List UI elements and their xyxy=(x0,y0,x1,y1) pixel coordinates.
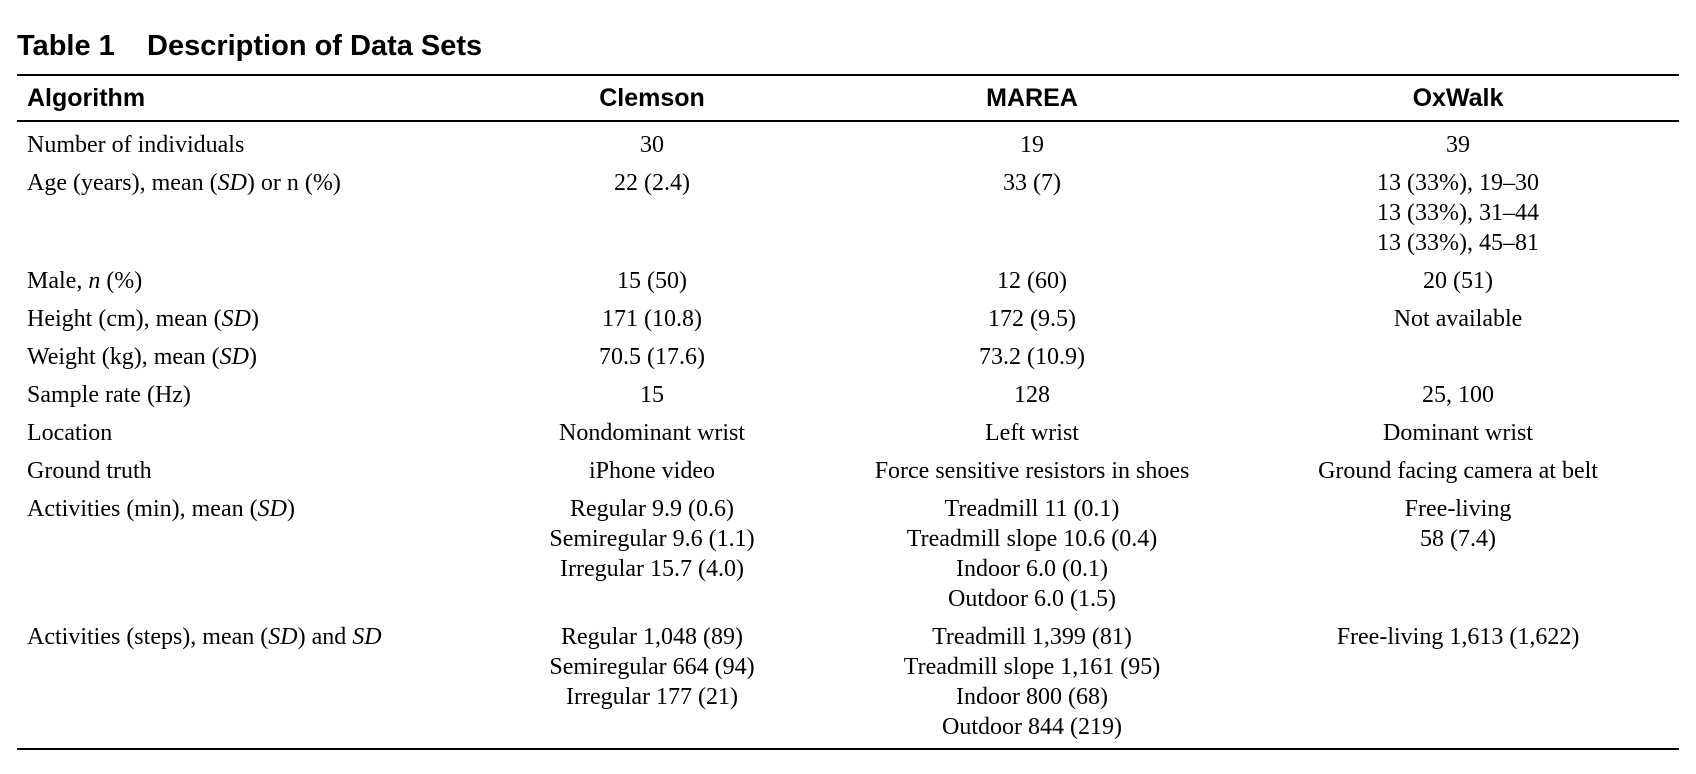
cell-line: 39 xyxy=(1446,132,1470,158)
cell-line: 13 (33%), 45–81 xyxy=(1377,230,1539,256)
table-row xyxy=(17,452,1679,490)
column-header-oxwalk: OxWalk xyxy=(1412,83,1504,112)
cell-line: 22 (2.4) xyxy=(614,170,690,196)
cell-clemson xyxy=(467,300,827,338)
cell-line: Semiregular 9.6 (1.1) xyxy=(549,526,755,552)
cell-line: 73.2 (10.9) xyxy=(979,344,1085,370)
cell-marea xyxy=(827,300,1227,338)
cell-line: Outdoor 6.0 (1.5) xyxy=(948,586,1116,612)
cell-marea xyxy=(827,414,1227,452)
cell-clemson xyxy=(467,121,827,164)
row-label: Height (cm), mean (SD) xyxy=(27,306,259,332)
cell-line: iPhone video xyxy=(589,458,715,484)
cell-line: Outdoor 844 (219) xyxy=(942,714,1122,740)
table-figure xyxy=(17,26,1679,750)
cell-oxwalk xyxy=(1227,452,1679,490)
row-label: Number of individuals xyxy=(27,132,245,158)
cell-line: 13 (33%), 19–30 xyxy=(1377,170,1539,196)
cell-marea xyxy=(827,490,1227,618)
cell-marea xyxy=(827,164,1227,262)
table-row xyxy=(17,121,1679,164)
cell-line: Treadmill slope 10.6 (0.4) xyxy=(906,526,1158,552)
row-label: Ground truth xyxy=(27,458,152,484)
cell-marea xyxy=(827,618,1227,749)
cell-line: Nondominant wrist xyxy=(559,420,745,446)
cell-line: 30 xyxy=(640,132,664,158)
row-label: Age (years), mean (SD) or n (%) xyxy=(27,170,341,196)
cell-clemson xyxy=(467,376,827,414)
cell-line: Dominant wrist xyxy=(1383,420,1533,446)
cell-oxwalk xyxy=(1227,300,1679,338)
cell-clemson xyxy=(467,164,827,262)
cell-line: 58 (7.4) xyxy=(1420,526,1496,552)
table-row xyxy=(17,164,1679,262)
cell-line: Indoor 800 (68) xyxy=(956,684,1108,710)
table-body xyxy=(17,121,1679,749)
cell-clemson xyxy=(467,262,827,300)
cell-line: 19 xyxy=(1020,132,1044,158)
table-row xyxy=(17,376,1679,414)
row-label: Sample rate (Hz) xyxy=(27,382,191,408)
row-label: Weight (kg), mean (SD) xyxy=(27,344,258,370)
cell-oxwalk xyxy=(1227,376,1679,414)
table-row xyxy=(17,414,1679,452)
cell-line: Semiregular 664 (94) xyxy=(549,654,755,680)
cell-line: Treadmill slope 1,161 (95) xyxy=(903,654,1161,680)
table-row xyxy=(17,618,1679,749)
table-row xyxy=(17,490,1679,618)
row-label: Location xyxy=(27,420,113,446)
cell-marea xyxy=(827,376,1227,414)
cell-oxwalk xyxy=(1227,618,1679,749)
cell-line: Free-living 1,613 (1,622) xyxy=(1336,624,1580,650)
cell-line: 172 (9.5) xyxy=(988,306,1076,332)
cell-line: 25, 100 xyxy=(1422,382,1494,408)
cell-oxwalk xyxy=(1227,338,1679,376)
cell-oxwalk xyxy=(1227,490,1679,618)
cell-line: Treadmill 11 (0.1) xyxy=(944,496,1120,522)
cell-oxwalk xyxy=(1227,164,1679,262)
cell-oxwalk xyxy=(1227,414,1679,452)
row-label: Male, n (%) xyxy=(27,268,143,294)
table-row xyxy=(17,300,1679,338)
table-caption: Table 1 Description of Data Sets xyxy=(17,30,483,62)
column-header-clemson: Clemson xyxy=(599,83,705,112)
cell-oxwalk xyxy=(1227,121,1679,164)
column-header-algorithm: Algorithm xyxy=(27,83,146,112)
cell-line: Regular 1,048 (89) xyxy=(561,624,743,650)
data-sets-table xyxy=(17,74,1679,750)
table-header-row xyxy=(17,75,1679,121)
table-row xyxy=(17,338,1679,376)
cell-line: 12 (60) xyxy=(997,268,1067,294)
cell-line: 20 (51) xyxy=(1423,268,1493,294)
cell-line: 171 (10.8) xyxy=(602,306,702,332)
cell-line: Irregular 15.7 (4.0) xyxy=(560,556,744,582)
table-row xyxy=(17,262,1679,300)
cell-line: 70.5 (17.6) xyxy=(599,344,705,370)
cell-marea xyxy=(827,121,1227,164)
cell-clemson xyxy=(467,618,827,749)
cell-oxwalk xyxy=(1227,262,1679,300)
cell-line: Free-living xyxy=(1404,496,1512,522)
row-label: Activities (min), mean (SD) xyxy=(27,496,295,522)
cell-line: 15 xyxy=(640,382,664,408)
cell-clemson xyxy=(467,452,827,490)
cell-clemson xyxy=(467,490,827,618)
cell-marea xyxy=(827,452,1227,490)
cell-clemson xyxy=(467,338,827,376)
cell-marea xyxy=(827,338,1227,376)
cell-line: 13 (33%), 31–44 xyxy=(1377,200,1539,226)
cell-line: Indoor 6.0 (0.1) xyxy=(956,556,1108,582)
cell-line: 33 (7) xyxy=(1003,170,1061,196)
cell-line: Treadmill 1,399 (81) xyxy=(932,624,1132,650)
cell-line: Regular 9.9 (0.6) xyxy=(570,496,734,522)
column-header-marea: MAREA xyxy=(986,83,1078,112)
cell-line: Ground facing camera at belt xyxy=(1318,458,1598,484)
cell-line: Not available xyxy=(1393,306,1523,332)
cell-marea xyxy=(827,262,1227,300)
cell-line: 128 xyxy=(1014,382,1050,408)
cell-line: 15 (50) xyxy=(617,268,687,294)
row-label: Activities (steps), mean (SD) and SD xyxy=(27,624,382,650)
cell-line: Force sensitive resistors in shoes xyxy=(874,458,1190,484)
cell-line: Left wrist xyxy=(985,420,1079,446)
cell-clemson xyxy=(467,414,827,452)
cell-line: Irregular 177 (21) xyxy=(566,684,738,710)
